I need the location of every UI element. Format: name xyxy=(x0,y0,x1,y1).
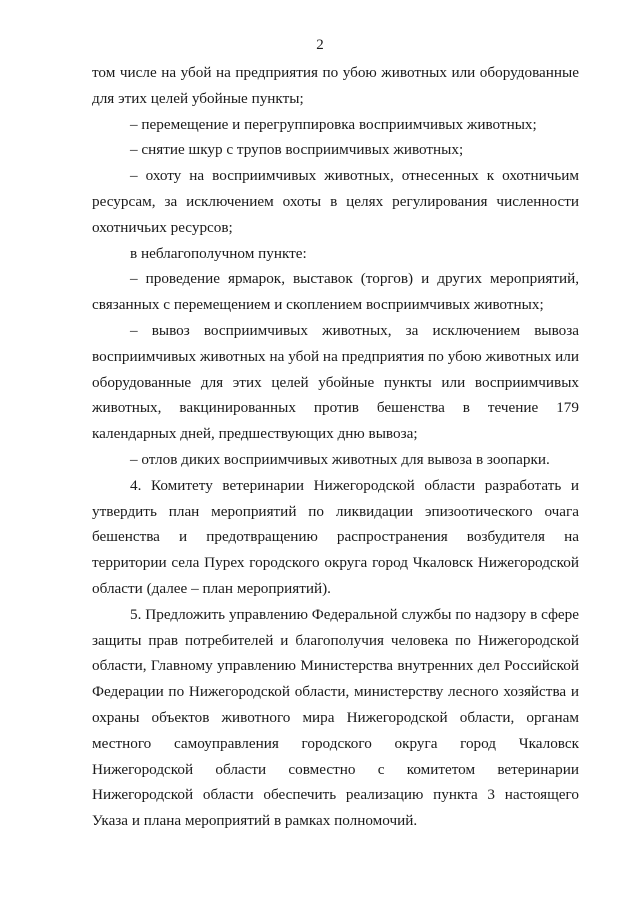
paragraph-item-4: 4. Комитету ветеринарии Нижегородской области разработать и утвердить план мероприятий по ликвидации эпизоотического очага бешенства и предотвращению распространения возбудителя на территории села Пурех городского округа город Чкаловск Нижегородской области (далее – план мероприятий). xyxy=(92,476,579,597)
paragraph-list-item: – вывоз восприимчивых животных, за исключением вывоза восприимчивых животных на убой на предприятия по убою животных или оборудованные для этих целей убойные пункты или восприимчивых животных, вакцинированных против бешенства в течение 179 календарных дней, предшествующих дню вывоза; xyxy=(92,321,579,443)
paragraph-list-item: – отлов диких восприимчивых животных для вывоза в зоопарки. xyxy=(130,450,550,468)
paragraph-continuation: том числе на убой на предприятия по убою животных или оборудованные для этих целей убойные пункты; xyxy=(92,64,579,107)
document-body xyxy=(92,60,579,834)
page-number: 2 xyxy=(316,37,324,53)
paragraph-list-item: – проведение ярмарок, выставок (торгов) и других мероприятий, связанных с перемещением и скоплением восприимчивых животных; xyxy=(92,270,579,314)
paragraph-list-item: – охоту на восприимчивых животных, отнесенных к охотничьим ресурсам, за исключением охоты в целях регулирования численности охотничьих ресурсов; xyxy=(92,167,579,236)
paragraph-list-item: – перемещение и перегруппировка восприимчивых животных; xyxy=(130,115,537,133)
paragraph-item-5: 5. Предложить управлению Федеральной службы по надзору в сфере защиты прав потребителей и благополучия человека по Нижегородской области, Главному управлению Министерства внутренних дел Российской Федерации по Нижегородской области, министерству лесного хозяйства и охраны объектов животного мира Нижегородской области, органам местного самоуправления городского округа город Чкаловск Нижегородской области совместно с комитетом ветеринарии Нижегородской области обеспечить реализацию пункта 3 настоящего Указа и плана мероприятий в рамках полномочий. xyxy=(92,605,579,830)
paragraph-list-item: – снятие шкур с трупов восприимчивых животных; xyxy=(130,141,464,159)
paragraph-subheading: в неблагополучном пункте: xyxy=(130,244,307,262)
